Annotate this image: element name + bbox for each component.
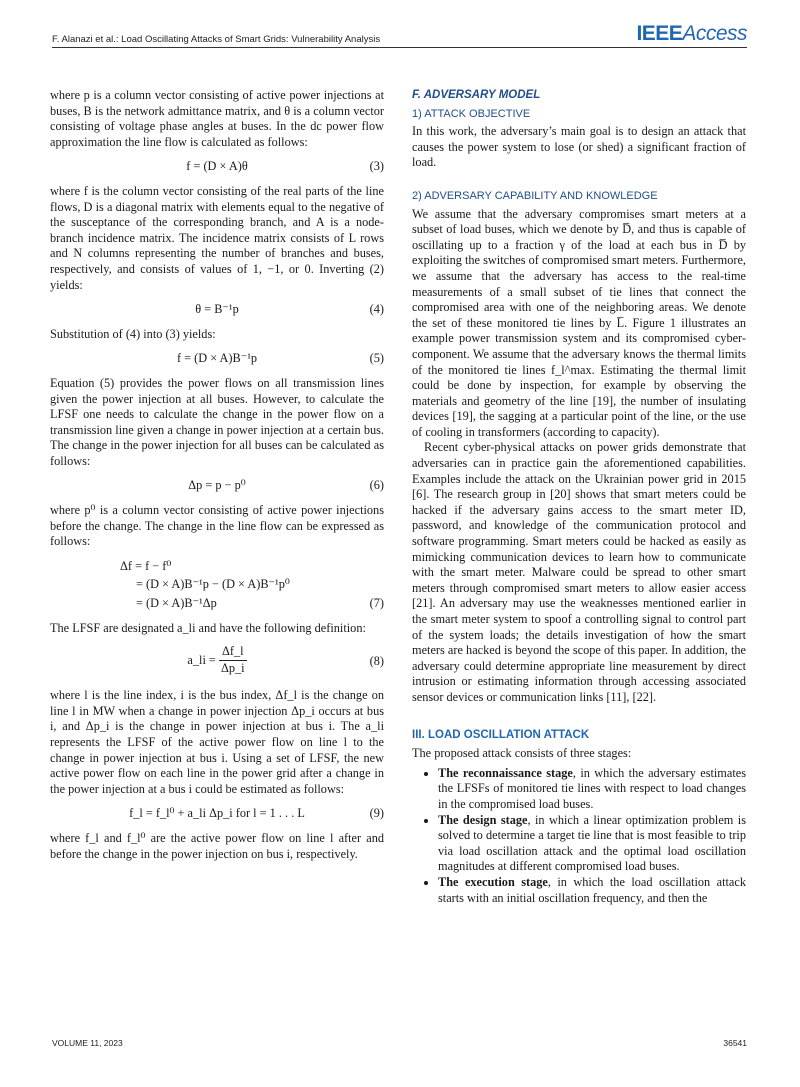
footer-volume: VOLUME 11, 2023 <box>52 1038 123 1048</box>
section-heading: III. LOAD OSCILLATION ATTACK <box>412 728 590 741</box>
list-item: • The design stage, in which a linear optimization problem is solved to determine a target tie line that is most feasible to trip via load oscillation attack and the optimal load oscillation magnitudes at different compromised load buses. <box>438 813 746 875</box>
list-item: • The reconnaissance stage, in which the adversary estimates the LFSFs of monitored tie lines with respect to load changes in the compromised load buses. <box>438 766 746 813</box>
journal-logo <box>636 22 747 46</box>
paragraph: where p is a column vector consisting of active power injections at buses, B is the network admittance matrix, and θ is a column vector consisting of voltage phase angles at buses. In the dc power flow approximation the line flow is calculated as follows: <box>50 88 384 149</box>
footer-page-number: 36541 <box>723 1038 747 1048</box>
paragraph: The LFSF are designated a_li and have the following definition: <box>50 620 366 635</box>
logo-ieee: IEEE <box>636 22 683 45</box>
logo-access: Access <box>682 22 747 45</box>
stage-list <box>412 766 746 906</box>
equation-4: θ = B⁻¹p (4) <box>195 302 384 317</box>
list-item: • The execution stage, in which the load oscillation attack starts with an initial oscillation frequency, and then the <box>438 875 746 906</box>
equation-9: f_l = f_l⁰ + a_li Δp_i for l = 1 . . . L (9) <box>129 806 384 821</box>
equation-6: Δp = p − p⁰ (6) <box>188 478 384 493</box>
section-heading: F. ADVERSARY MODEL <box>412 89 541 101</box>
paragraph: where f is the column vector consisting of the real parts of the line flows, D is a diagonal matrix with elements equal to the negative of the susceptance of the corresponding branch, and A is a node-branch incidence matrix. The incidence matrix consists of L rows and N columns representing the number of branches and buses, respectively, and consists of values of 1, −1, or 0. Inverting (2) yields: <box>50 183 384 292</box>
equation-5: f = (D × A)B⁻¹p (5) <box>176 351 384 366</box>
equation-8: a_li = $\frac{\Delta f\_l}{\Delta p\_i}$ (8) <box>187 644 384 675</box>
header-rule <box>52 47 747 48</box>
right-column <box>412 88 746 906</box>
paragraph: Recent cyber-physical attacks on power grids demonstrate that adversaries can in practice gain the aforementioned capabilities. Examples include the attack on the Ukrainian power grid in 2015 [6]. The research group in [20] shows that smart meters could be hacked if the adversary gains access to the smart meter ID, password, and knowledge of the communication protocol and software programming. Smart meters could be hacked as easily as mimicking communication devices to learn how to communicate with the smart meter. Malware could be spread to other smart meters through compromised smart meters to allow easier access [21]. An adversary may use the weaknesses mentioned earlier in the smart meter system to spoof a controlling signal to control part of the system loads; the details investigation of how the smart meters are hacked is beyond the scope of this paper. In addition, the adversary could determine appropriate line measurement by direct intrusion or estimating information through accessing associated sensor devices or communication links [11], [22]. <box>412 440 746 704</box>
paragraph: In this work, the adversary’s main goal is to design an attack that causes the power system to lose (or shed) a significant fraction of load. <box>412 124 746 170</box>
paragraph: where p⁰ is a column vector consisting of active power injections before the change. The change in the line flow can be expressed as follows: <box>50 503 384 549</box>
paragraph: where f_l and f_l⁰ are the active power flow on line l after and before the change in the power injection on bus i, respectively. <box>50 830 384 861</box>
subsection-heading: 2) ADVERSARY CAPABILITY AND KNOWLEDGE <box>412 189 658 202</box>
equation-3: f = (D × A)θ (3) <box>186 159 384 174</box>
paragraph: We assume that the adversary compromises smart meters at a subset of load buses, which we denote by D̅, and thus is capable of oscillating up to a fraction γ of the load at each bus in D̅ by exploiting the switches of compromised smart meters. Furthermore, we assume that the adversary has access to the real-time measurements of a small subset of tie lines that connect the compromised area with one of the neighboring areas. We denote the set of these monitored tie lines by L̅. Figure 1 illustrates an example power transmission system and its compromised cyber-component. We assume that the adversary knows the thermal limits of the monitored tie lines f_l^max. Estimating the thermal limit could be done by inspection, for example by observing the materials and geometry of the line [19], the number of insulating devices [19], the sagging at a particular point of the line, or the use of cooling in transformers (according to capacity). <box>412 206 746 439</box>
paragraph: The proposed attack consists of three stages: <box>412 746 632 761</box>
equation-7: Δf = f − f⁰ = (D × A)B⁻¹p − (D × A)B⁻¹p⁰ = (D × A)B⁻¹Δp (7) <box>120 558 384 611</box>
running-header: F. Alanazi et al.: Load Oscillating Attacks of Smart Grids: Vulnerability Analysis <box>52 34 381 45</box>
paragraph: where l is the line index, i is the bus index, Δf_l is the change on line l in MW when a change in power injection Δp_i occurs at bus i, and Δp_i is the change in power injection at bus i. The a_li represents the LFSF of the active power flow on line l to the change in power injection at bus i. Using a set of LFSF, the new active power flow on each line in the power grid after a change in the power injection at a bus i could be estimated as follows: <box>50 688 384 796</box>
paragraph: Substitution of (4) into (3) yields: <box>50 326 216 341</box>
left-column <box>50 88 384 862</box>
subsection-heading: 1) ATTACK OBJECTIVE <box>412 107 531 120</box>
paragraph: Equation (5) provides the power flows on all transmission lines given the power injection at all buses. However, to calculate the LFSF one needs to calculate the change in the power flow on a transmission line given a change in power injection at a certain bus. The change in the power injection for all buses can be calculated as follows: <box>50 375 384 468</box>
